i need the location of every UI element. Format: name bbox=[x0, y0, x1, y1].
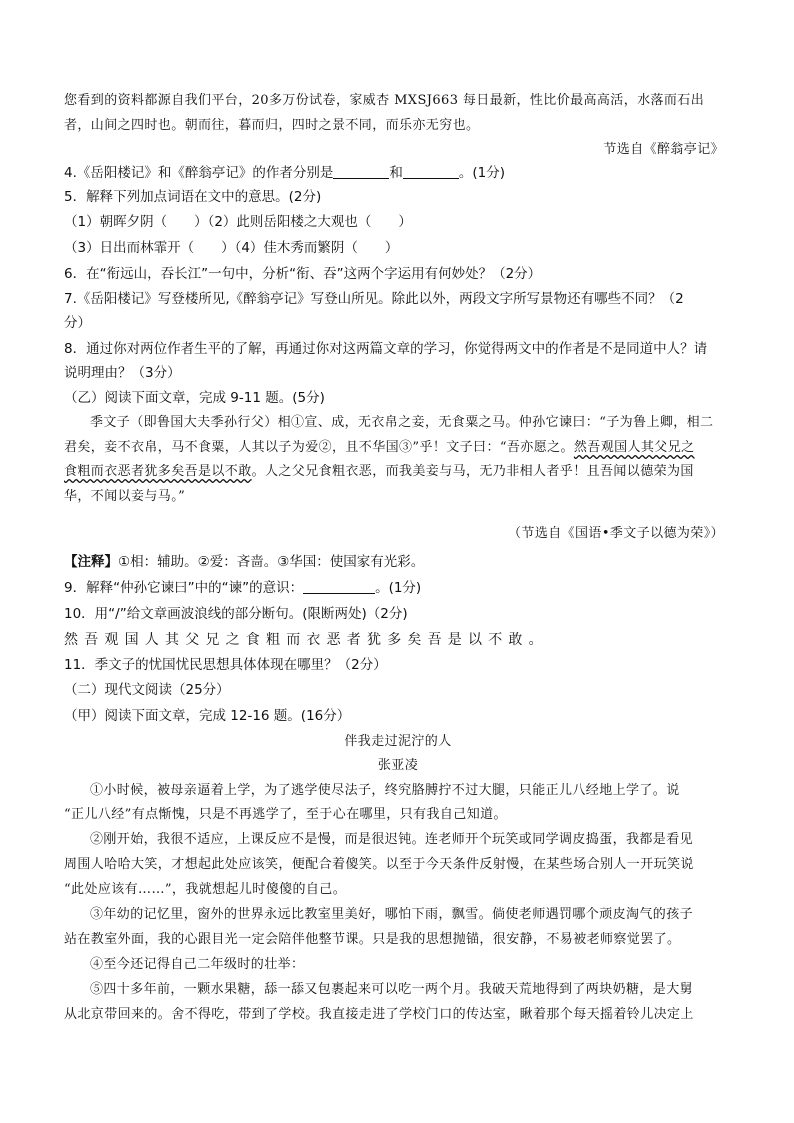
part-b-heading: （乙）阅读下面文章，完成 9-11 题。(5分) bbox=[64, 390, 325, 406]
passage-a-source: 节选自《醉翁亭记》 bbox=[603, 142, 724, 157]
part-a2-heading: （甲）阅读下面文章，完成 12-16 题。(16分） bbox=[64, 708, 351, 724]
article-p1-line-1: ①小时候，被母亲逼着上学，为了逃学使尽法子，终究胳膊拧不过大腿，只能正儿八经地上学了。说 bbox=[90, 783, 680, 798]
question-5: 5．解释下列加点词语在文中的意思。(2分) bbox=[64, 189, 322, 205]
part-b-wavy-segment-1: 然吾观国人其父兄之 bbox=[573, 440, 695, 455]
part-b-text-line-1: 季文子（即鲁国大夫季孙行父）相①宣、成，无衣帛之妾，无食粟之马。仲孙它谏曰：“子为鲁上卿，相二 bbox=[90, 415, 714, 430]
part-b-text-line-4: 华，不闻以妾与马。” bbox=[64, 489, 186, 504]
part-b-text-line-2 bbox=[64, 438, 732, 458]
question-5-row-1: （1）朝晖夕阴（ ）（2）此则岳阳楼之大观也（ ） bbox=[64, 214, 412, 230]
article-p3-line-2: 站在教室外面，我的心跟目光一定会陪伴他整节课。只是我的思想抛锚，很安静，不易被老师察觉罢了。 bbox=[64, 932, 681, 947]
question-5-row-2: （3）日出而林霏开（ ）（4）佳木秀而繁阴（ ） bbox=[64, 240, 399, 256]
q4-blank-1[interactable] bbox=[333, 164, 389, 179]
question-7-line-2: 分） bbox=[64, 315, 91, 331]
question-9 bbox=[64, 578, 732, 598]
article-p2-line-1: ②刚开始，我很不适应，上课反应不是慢，而是很迟钝。连老师开个玩笑或同学调皮捣蛋，我都是看见 bbox=[90, 832, 694, 847]
part-b-line-2-plain: 君矣，妾不衣帛，马不食粟，人其以子为爱②，且不华国③”乎！文子曰：“吾亦愿之。 bbox=[64, 440, 574, 455]
question-8-line-1: 8．通过你对两位作者生平的了解，再通过你对这两篇文章的学习，你觉得两文中的作者是不是同道中人？请 bbox=[64, 341, 708, 357]
q4-blank-2[interactable] bbox=[403, 164, 459, 179]
q9-text-before: 9．解释“仲孙它谏曰”中的“谏”的意识： bbox=[64, 580, 304, 596]
article-p5-line-2: 从北京带回来的。舍不得吃，带到了学校。我直接走进了学校门口的传达室，瞅着那个每天摇着铃儿决定上 bbox=[64, 1007, 694, 1022]
notes-text: ①相：辅助。②爱：吝啬。③华国：使国家有光彩。 bbox=[118, 554, 425, 570]
question-10-sentence: 然吾观国人其父兄之食粗而衣恶者犹多矣吾是以不敢。 bbox=[64, 632, 549, 648]
part-b-line-3-rest: 。人之父兄食粗衣恶，而我美妾与马，无乃非相人者乎！且吾闻以德荣为国 bbox=[251, 464, 694, 479]
question-10: 10．用“/”给文章画波浪线的部分断句。(限断两处)（2分) bbox=[64, 606, 408, 622]
question-7-line-1: 7.《岳阳楼记》写登楼所见,《醉翁亭记》写登山所见。除此以外，两段文字所写景物还有哪些不同？（2 bbox=[64, 291, 684, 307]
part-b-text-line-3 bbox=[64, 462, 732, 482]
article-p2-line-3: “此处应该有……”，我就想起儿时傻傻的自己。 bbox=[64, 882, 347, 897]
question-6: 6．在“衔远山，吞长江”一句中，分析“衔、吞”这两个字运用有何妙处？（2分） bbox=[64, 266, 542, 282]
part-b-wavy-segment-2: 食粗而衣恶者犹多矣吾是以不敢 bbox=[64, 464, 252, 479]
passage-a-line-1: 您看到的资料都源自我们平台，20多万份试卷，家威杏 MXSJ663 每日最新，性比价最高高活，水落而石出 bbox=[64, 93, 705, 108]
q4-text-after: 。(1分) bbox=[458, 165, 506, 181]
article-p3-line-1: ③年幼的记忆里，窗外的世界永远比教室里美好，哪怕下雨，飘雪。倘使老师遇罚哪个顽皮淘气的孩子 bbox=[90, 907, 694, 922]
question-4 bbox=[64, 163, 732, 183]
part-b-notes bbox=[64, 552, 732, 572]
article-p1-line-2: “正儿八经”有点惭愧，只是不再逃学了，至于心在哪里，只有我自己知道。 bbox=[64, 807, 507, 822]
section-2-heading: （二）现代文阅读（25分） bbox=[64, 682, 230, 698]
question-11: 11．季文子的忧国忧民思想具体体现在哪里？（2分） bbox=[64, 657, 387, 673]
q4-text-and: 和 bbox=[389, 165, 403, 181]
notes-label: 【注释】 bbox=[64, 554, 118, 570]
q4-text-before: 4.《岳阳楼记》和《醉翁亭记》的作者分别是 bbox=[64, 165, 334, 181]
article-p5-line-1: ⑤四十多年前，一颗水果糖，舔一舔又包裹起来可以吃一两个月。我破天荒地得到了两块奶糖，是大舅 bbox=[90, 982, 694, 997]
q9-blank[interactable] bbox=[303, 579, 375, 594]
article-p4: ④至今还记得自己二年级时的壮举： bbox=[90, 957, 305, 972]
question-8-line-2: 说明理由？（3分） bbox=[64, 365, 181, 381]
passage-a-line-2: 者，山间之四时也。朝而往，暮而归，四时之景不同，而乐亦无穷也。 bbox=[64, 118, 480, 133]
part-b-source: （节选自《国语•季文子以德为荣》） bbox=[508, 526, 724, 541]
article-author: 张亚凌 bbox=[377, 758, 419, 773]
article-title: 伴我走过泥泞的人 bbox=[344, 734, 452, 749]
article-p2-line-2: 周围人哈哈大笑，才想起此处应该笑，便配合着傻笑。以至于今天条件反射慢，在某些场合别人一开玩笑说 bbox=[64, 857, 694, 872]
q9-text-after: 。(1分) bbox=[375, 580, 422, 596]
